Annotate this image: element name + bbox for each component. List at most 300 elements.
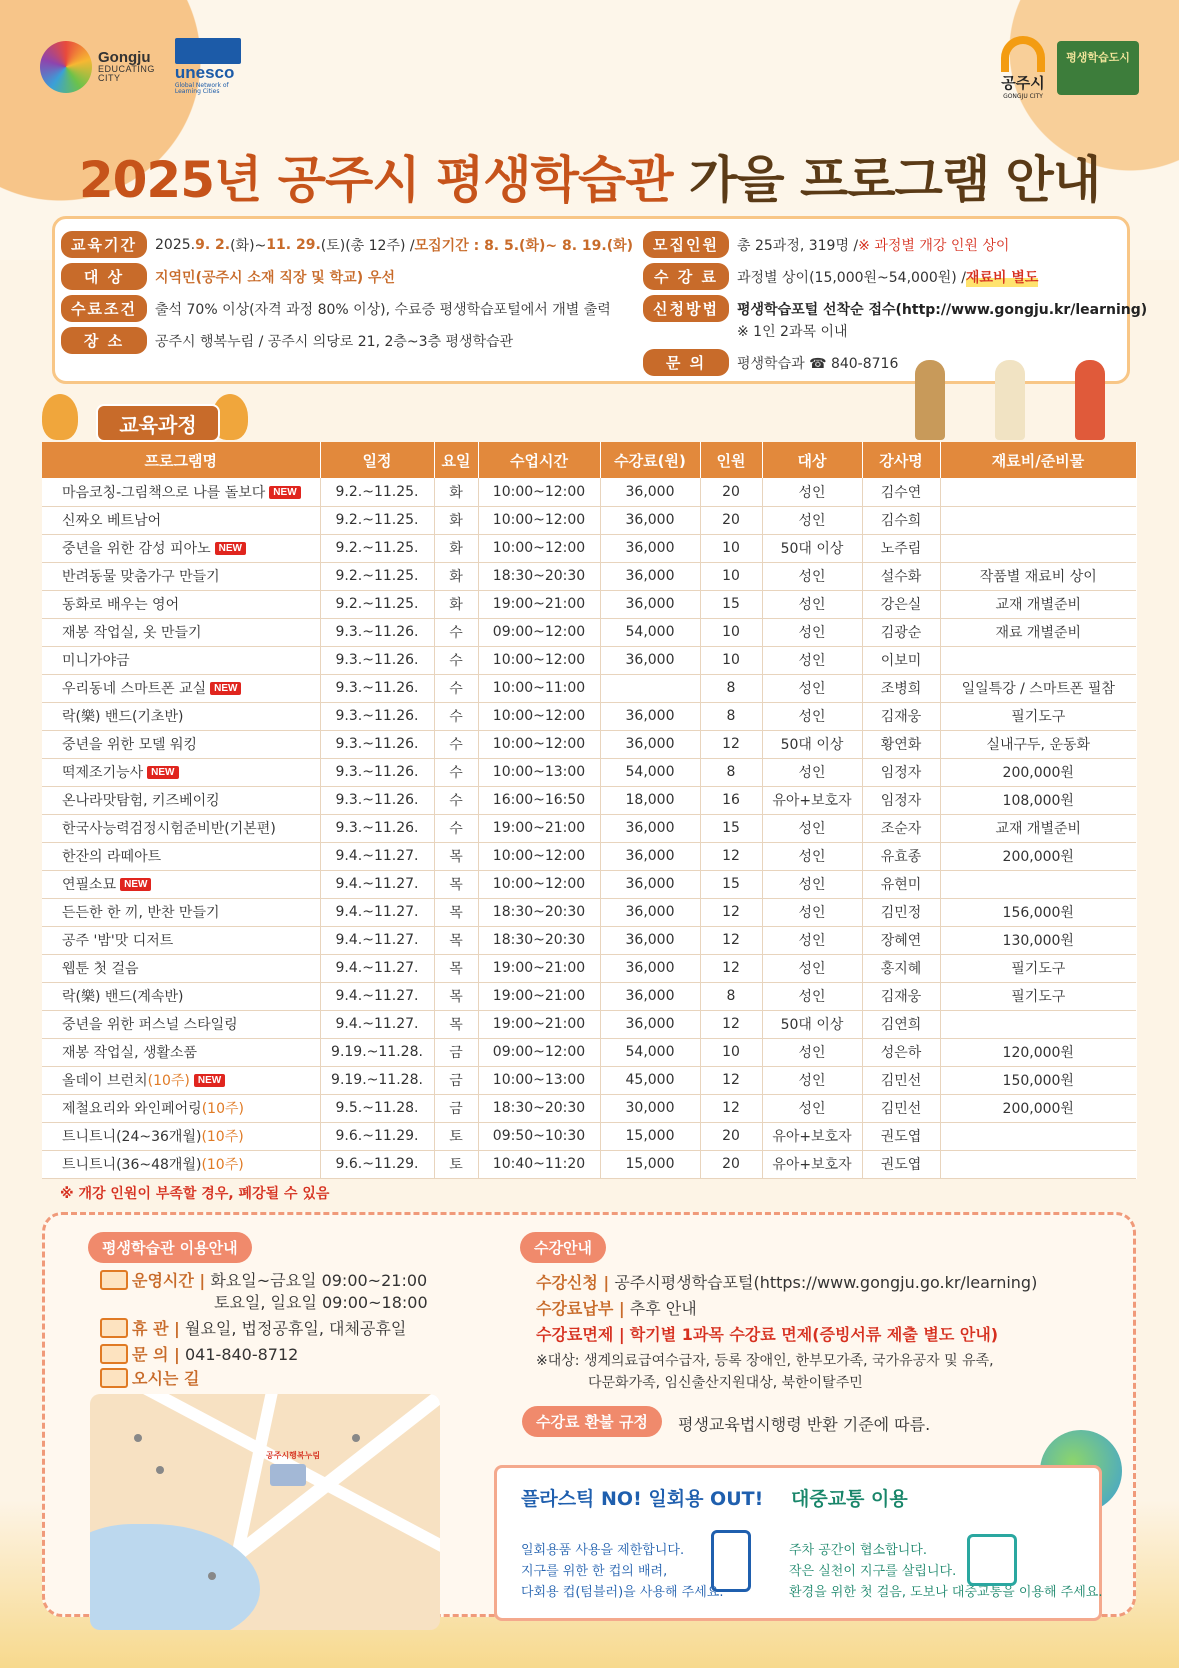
program-name-cell: [42, 1066, 320, 1094]
logo-line1: Gongju: [98, 49, 151, 67]
cell-material: 필기도구: [940, 982, 1136, 1010]
cell-schedule: 9.5.~11.28.: [320, 1094, 434, 1122]
program-name: 웹툰 첫 걸음: [62, 961, 139, 977]
program-name: 락(樂) 밴드(기초반): [62, 709, 184, 725]
cell-target: 성인: [762, 590, 862, 618]
info-fee: [643, 263, 1038, 290]
sugang-title: 수강안내: [520, 1232, 606, 1263]
program-name: 재봉 작업실, 옷 만들기: [62, 625, 202, 641]
program-name: 중년을 위한 감성 피아노: [62, 541, 211, 557]
cell-fee: 36,000: [600, 814, 700, 842]
cell-teacher: 이보미: [862, 646, 940, 674]
sugang-target1: ※대상: 생계의료급여수급자, 등록 장애인, 한부모가족, 국가유공자 및 유족,: [536, 1353, 994, 1369]
cell-fee: 36,000: [600, 646, 700, 674]
tag-target: 대 상: [61, 263, 147, 290]
program-name: 동화로 배우는 영어: [62, 597, 180, 613]
cell-fee: [600, 674, 700, 702]
program-name-cell: [42, 982, 320, 1010]
cell-fee: 36,000: [600, 1010, 700, 1038]
cell-time: 19:00~21:00: [478, 1010, 600, 1038]
table-row: [42, 674, 1136, 702]
gongju-city-logo: [1001, 36, 1045, 100]
period-date1: 9. 2.: [195, 236, 231, 253]
usage-title: 평생학습관 이용안내: [88, 1232, 252, 1263]
table-row: [42, 1010, 1136, 1038]
directions-label: 오시는 길: [132, 1369, 200, 1388]
cell-material: 150,000원: [940, 1066, 1136, 1094]
cell-target: 성인: [762, 674, 862, 702]
cell-teacher: 유현미: [862, 870, 940, 898]
book-icon: [100, 1318, 128, 1338]
map-pin-icon: [208, 1572, 216, 1580]
tag-complete: 수료조건: [61, 295, 147, 322]
page-title: [0, 140, 1179, 212]
table-row: [42, 814, 1136, 842]
cell-material: 200,000원: [940, 1094, 1136, 1122]
usage-directions: [100, 1366, 199, 1389]
cell-teacher: 노주림: [862, 534, 940, 562]
cell-count: 8: [700, 674, 762, 702]
table-row: [42, 1122, 1136, 1150]
cell-fee: 15,000: [600, 1122, 700, 1150]
eco-title-plastic: 플라스틱 NO! 일회용 OUT!: [521, 1488, 764, 1510]
contact-text: 평생학습과 ☎ 840-8716: [737, 355, 899, 372]
book-icon: [100, 1368, 128, 1388]
cell-material: [940, 646, 1136, 674]
table-row: [42, 506, 1136, 534]
eco-text-line: 지구를 위한 한 컵의 배려,: [521, 1564, 668, 1579]
cell-day: 수: [434, 674, 478, 702]
logo-line2: EDUCATING: [98, 64, 155, 75]
cell-schedule: 9.2.~11.25.: [320, 478, 434, 506]
cell-fee: 54,000: [600, 758, 700, 786]
right-logos: [1001, 36, 1139, 100]
cell-schedule: 9.3.~11.26.: [320, 702, 434, 730]
cell-day: 목: [434, 982, 478, 1010]
table-row: [42, 562, 1136, 590]
info-apply-note: [737, 321, 848, 341]
program-name-cell: [42, 842, 320, 870]
cell-count: 12: [700, 898, 762, 926]
cell-teacher: 유효종: [862, 842, 940, 870]
cell-material: [940, 870, 1136, 898]
program-name-cell: [42, 702, 320, 730]
cell-teacher: 황연화: [862, 730, 940, 758]
program-name: 온나라맛탐험, 키즈베이킹: [62, 793, 220, 809]
cell-count: 12: [700, 954, 762, 982]
program-name: 중년을 위한 퍼스널 스타일링: [62, 1017, 238, 1033]
sugang-exempt: [536, 1322, 998, 1345]
cell-fee: 15,000: [600, 1150, 700, 1178]
cell-target: 성인: [762, 842, 862, 870]
cell-day: 금: [434, 1066, 478, 1094]
cell-material: [940, 1010, 1136, 1038]
tree-icon: [42, 394, 78, 440]
refund-title: 수강료 환불 규정: [522, 1406, 662, 1437]
person-2-icon: [995, 360, 1025, 440]
cell-day: 목: [434, 870, 478, 898]
cell-count: 12: [700, 1010, 762, 1038]
program-name-cell: [42, 926, 320, 954]
cell-teacher: 김수희: [862, 506, 940, 534]
count-note: ※ 과정별 개강 인원 상이: [858, 237, 1010, 254]
cell-teacher: 김광순: [862, 618, 940, 646]
cell-material: 156,000원: [940, 898, 1136, 926]
cell-teacher: 김재웅: [862, 982, 940, 1010]
count-text: 총 25과정, 319명 /: [737, 237, 859, 254]
sugang-pay: [536, 1296, 697, 1319]
cell-count: 8: [700, 982, 762, 1010]
program-weeks: (10주): [201, 1101, 244, 1117]
table-row: [42, 702, 1136, 730]
learning-city-badge: 평생학습도시: [1057, 41, 1139, 95]
cell-day: 목: [434, 926, 478, 954]
program-name: 공주 '밤'맛 디저트: [62, 933, 174, 949]
table-row: [42, 534, 1136, 562]
cell-schedule: 9.19.~11.28.: [320, 1066, 434, 1094]
cell-schedule: 9.3.~11.26.: [320, 646, 434, 674]
eco-title-transit: 대중교통 이용: [791, 1488, 908, 1510]
cell-target: 성인: [762, 562, 862, 590]
cell-material: 교재 개별준비: [940, 814, 1136, 842]
cell-teacher: 장혜연: [862, 926, 940, 954]
program-table: [42, 442, 1137, 1179]
cell-count: 20: [700, 1150, 762, 1178]
cell-material: [940, 534, 1136, 562]
cell-day: 화: [434, 506, 478, 534]
cell-schedule: 9.3.~11.26.: [320, 786, 434, 814]
cell-fee: 36,000: [600, 702, 700, 730]
cell-material: 200,000원: [940, 758, 1136, 786]
cell-day: 화: [434, 590, 478, 618]
cell-teacher: 권도엽: [862, 1122, 940, 1150]
cell-material: [940, 1122, 1136, 1150]
table-header-row: [42, 442, 1136, 478]
info-complete: [61, 295, 611, 322]
program-name: 재봉 작업실, 생활소품: [62, 1045, 198, 1061]
cell-count: 10: [700, 534, 762, 562]
eco-text-line: 작은 실천이 지구를 살립니다.: [789, 1564, 957, 1579]
cell-fee: 45,000: [600, 1066, 700, 1094]
cell-teacher: 조순자: [862, 814, 940, 842]
table-row: [42, 786, 1136, 814]
table-row: [42, 870, 1136, 898]
cell-teacher: 조병희: [862, 674, 940, 702]
program-weeks: (10주): [201, 1157, 244, 1173]
cell-schedule: 9.3.~11.26.: [320, 758, 434, 786]
cell-fee: 36,000: [600, 730, 700, 758]
cell-schedule: 9.2.~11.25.: [320, 534, 434, 562]
cell-material: [940, 506, 1136, 534]
cell-time: 19:00~21:00: [478, 954, 600, 982]
cell-material: 130,000원: [940, 926, 1136, 954]
program-name-cell: [42, 1150, 320, 1178]
sugang-exempt-text: 학기별 1과목 수강료 면제(증빙서류 제출 별도 안내): [629, 1325, 999, 1344]
cell-fee: 36,000: [600, 506, 700, 534]
cell-time: 10:00~12:00: [478, 478, 600, 506]
info-target: [61, 263, 395, 290]
sugang-pay-text: 추후 안내: [629, 1299, 697, 1318]
eco-text-plastic: [521, 1540, 724, 1603]
program-name: 트니트니(36~48개월): [62, 1157, 202, 1173]
program-name-cell: [42, 954, 320, 982]
tag-apply: 신청방법: [643, 295, 729, 322]
program-name: 락(樂) 밴드(계속반): [62, 989, 184, 1005]
place-text: 공주시 행복누림 / 공주시 의당로 21, 2층~3층 평생학습관: [155, 333, 514, 350]
bus-icon: [967, 1534, 1017, 1586]
cell-count: 15: [700, 870, 762, 898]
cell-target: 성인: [762, 926, 862, 954]
table-row: [42, 1066, 1136, 1094]
person-3-icon: [1075, 360, 1105, 440]
cell-count: 8: [700, 758, 762, 786]
program-name-cell: [42, 674, 320, 702]
cell-day: 목: [434, 1010, 478, 1038]
arch-icon: [1001, 36, 1045, 72]
hand-logo-icon: [40, 41, 92, 93]
cell-target: 50대 이상: [762, 534, 862, 562]
program-name: 신짜오 베트남어: [62, 513, 162, 529]
cell-fee: 36,000: [600, 562, 700, 590]
map-center-building-icon: [270, 1464, 306, 1486]
map-pin-icon: [134, 1434, 142, 1442]
cell-time: 10:00~13:00: [478, 1066, 600, 1094]
cell-material: [940, 1150, 1136, 1178]
closed: 월요일, 법정공휴일, 대체공휴일: [185, 1319, 407, 1338]
cell-target: 유아+보호자: [762, 786, 862, 814]
tag-contact: 문 의: [643, 349, 729, 376]
column-header: 강사명: [862, 442, 940, 478]
table-row: [42, 842, 1136, 870]
info-apply: [643, 295, 1147, 322]
usage-hours: [100, 1268, 427, 1291]
program-name: 연필소묘: [62, 877, 117, 893]
cell-target: 성인: [762, 618, 862, 646]
cell-time: 10:00~12:00: [478, 534, 600, 562]
cell-target: 성인: [762, 702, 862, 730]
tag-period: 교육기간: [61, 231, 147, 258]
program-name: 미니가야금: [62, 653, 130, 669]
cell-schedule: 9.4.~11.27.: [320, 926, 434, 954]
cell-schedule: 9.4.~11.27.: [320, 898, 434, 926]
cell-count: 16: [700, 786, 762, 814]
program-name: 떡제조기능사: [62, 765, 144, 781]
column-header: 대상: [762, 442, 862, 478]
program-name: 제철요리와 와인페어링: [62, 1101, 202, 1117]
cell-fee: 36,000: [600, 478, 700, 506]
info-count: [643, 231, 1009, 258]
cell-material: 작품별 재료비 상이: [940, 562, 1136, 590]
fee-note: 재료비 별도: [966, 267, 1039, 287]
cell-day: 화: [434, 478, 478, 506]
new-badge: NEW: [194, 1074, 225, 1087]
new-badge: NEW: [269, 486, 300, 499]
program-name-cell: [42, 898, 320, 926]
cell-material: [940, 478, 1136, 506]
cell-day: 수: [434, 702, 478, 730]
program-name-cell: [42, 1010, 320, 1038]
cell-teacher: 김연희: [862, 1010, 940, 1038]
tumbler-icon: [711, 1530, 751, 1592]
cell-time: 18:30~20:30: [478, 898, 600, 926]
map-pin-icon: [352, 1434, 360, 1442]
cell-count: 8: [700, 702, 762, 730]
cell-target: 성인: [762, 898, 862, 926]
cell-teacher: 김민정: [862, 898, 940, 926]
column-header: 재료비/준비물: [940, 442, 1136, 478]
cell-material: 필기도구: [940, 702, 1136, 730]
cell-target: 성인: [762, 1094, 862, 1122]
cell-target: 성인: [762, 870, 862, 898]
cell-count: 15: [700, 590, 762, 618]
people-illustration: [895, 340, 1135, 440]
program-name: 한잔의 라떼아트: [62, 849, 162, 865]
program-name-cell: [42, 758, 320, 786]
sugang-exempt-label: 수강료면제 |: [536, 1325, 625, 1344]
cell-count: 10: [700, 562, 762, 590]
table-row: [42, 618, 1136, 646]
program-name-cell: [42, 1038, 320, 1066]
cell-schedule: 9.3.~11.26.: [320, 730, 434, 758]
left-logos: [40, 38, 241, 96]
cell-day: 토: [434, 1150, 478, 1178]
cell-target: 성인: [762, 814, 862, 842]
unesco-temple-icon: [175, 38, 241, 64]
unesco-sub2: Learning Cities: [174, 88, 220, 96]
table-body: [42, 478, 1136, 1178]
fee-text: 과정별 상이(15,000원~54,000원) /: [737, 269, 966, 286]
cell-day: 수: [434, 814, 478, 842]
eco-box: [494, 1465, 1102, 1621]
column-header: 요일: [434, 442, 478, 478]
cell-target: 성인: [762, 646, 862, 674]
cell-time: 10:40~11:20: [478, 1150, 600, 1178]
program-name: 트니트니(24~36개월): [62, 1129, 202, 1145]
cell-fee: 18,000: [600, 786, 700, 814]
eco-text-line: 일회용품 사용을 제한합니다.: [521, 1543, 685, 1558]
table-row: [42, 646, 1136, 674]
cell-material: 일일특강 / 스마트폰 필참: [940, 674, 1136, 702]
tag-count: 모집인원: [643, 231, 729, 258]
gongju-educating-city-logo: [40, 41, 155, 93]
cell-schedule: 9.4.~11.27.: [320, 982, 434, 1010]
info-contact: [643, 349, 898, 376]
period-text1: 2025.: [155, 236, 196, 253]
logo-line3: CITY: [98, 73, 121, 84]
eco-text-line: 주차 공간이 협소합니다.: [789, 1543, 927, 1558]
book-icon: [100, 1344, 128, 1364]
table-note: ※ 개강 인원이 부족할 경우, 폐강될 수 있음: [60, 1186, 330, 1202]
title-part2: 가을 프로그램 안내: [688, 151, 1101, 209]
cell-schedule: 9.19.~11.28.: [320, 1038, 434, 1066]
table-row: [42, 926, 1136, 954]
cell-time: 16:00~16:50: [478, 786, 600, 814]
refund-text: 평생교육법시행령 반환 기준에 따름.: [678, 1415, 931, 1434]
apply-text: 평생학습포털 선착순 접수(http://www.gongju.kr/learning): [737, 301, 1148, 318]
hours1: 화요일~금요일 09:00~21:00: [210, 1271, 428, 1290]
column-header: 수강료(원): [600, 442, 700, 478]
cell-teacher: 권도엽: [862, 1150, 940, 1178]
program-name-cell: [42, 646, 320, 674]
contact-label: 문 의 |: [132, 1345, 180, 1364]
unesco-word: unesco: [174, 63, 235, 82]
cell-target: 성인: [762, 954, 862, 982]
city-eng: GONGJU CITY: [1003, 93, 1043, 100]
cell-teacher: 설수화: [862, 562, 940, 590]
usage-contact-number: 041-840-8712: [185, 1345, 299, 1364]
cell-time: 10:00~12:00: [478, 842, 600, 870]
cell-schedule: 9.6.~11.29.: [320, 1122, 434, 1150]
cell-day: 수: [434, 758, 478, 786]
person-1-icon: [915, 360, 945, 440]
column-header: 수업시간: [478, 442, 600, 478]
cell-target: 성인: [762, 1038, 862, 1066]
cell-count: 12: [700, 730, 762, 758]
cell-count: 10: [700, 1038, 762, 1066]
unesco-sub1: Global Network of: [174, 81, 229, 89]
sugang-apply-text: 공주시평생학습포털(https://www.gongju.go.kr/learning): [614, 1273, 1038, 1292]
cell-fee: 36,000: [600, 842, 700, 870]
cell-day: 수: [434, 618, 478, 646]
cell-schedule: 9.2.~11.25.: [320, 562, 434, 590]
table-row: [42, 1094, 1136, 1122]
cell-fee: 36,000: [600, 954, 700, 982]
program-weeks: (10주): [147, 1073, 190, 1089]
city-name: 공주시: [1001, 74, 1045, 92]
cell-count: 12: [700, 1066, 762, 1094]
cell-time: 09:50~10:30: [478, 1122, 600, 1150]
program-name-cell: [42, 534, 320, 562]
cell-material: 필기도구: [940, 954, 1136, 982]
program-name-cell: [42, 814, 320, 842]
book-icon: [100, 1270, 128, 1290]
target-text: 지역민(공주시 소재 직장 및 학교) 우선: [155, 269, 396, 286]
cell-time: 10:00~13:00: [478, 758, 600, 786]
program-name-cell: [42, 562, 320, 590]
cell-teacher: 홍지혜: [862, 954, 940, 982]
cell-time: 10:00~12:00: [478, 646, 600, 674]
cell-count: 12: [700, 1094, 762, 1122]
new-badge: NEW: [120, 878, 151, 891]
program-name-cell: [42, 506, 320, 534]
program-name: 중년을 위한 모델 워킹: [62, 737, 198, 753]
cell-day: 목: [434, 898, 478, 926]
program-name: 올데이 브런치: [62, 1073, 148, 1089]
program-name-cell: [42, 1122, 320, 1150]
cell-time: 10:00~12:00: [478, 870, 600, 898]
cell-schedule: 9.4.~11.27.: [320, 1010, 434, 1038]
period-text3: (토)(총 12주) /: [320, 237, 415, 254]
info-period: [61, 231, 633, 258]
table-row: [42, 730, 1136, 758]
cell-schedule: 9.6.~11.29.: [320, 1150, 434, 1178]
table-row: [42, 590, 1136, 618]
cell-teacher: 임정자: [862, 786, 940, 814]
program-name-cell: [42, 590, 320, 618]
program-name-cell: [42, 870, 320, 898]
eco-text-transit: [789, 1540, 1102, 1603]
cell-time: 19:00~21:00: [478, 982, 600, 1010]
tag-fee: 수 강 료: [643, 263, 729, 290]
cell-day: 금: [434, 1094, 478, 1122]
new-badge: NEW: [147, 766, 178, 779]
cell-fee: 36,000: [600, 926, 700, 954]
cell-count: 12: [700, 926, 762, 954]
cell-teacher: 김민선: [862, 1094, 940, 1122]
hours-label: 운영시간 |: [132, 1271, 206, 1290]
cell-fee: 54,000: [600, 618, 700, 646]
cell-fee: 54,000: [600, 1038, 700, 1066]
